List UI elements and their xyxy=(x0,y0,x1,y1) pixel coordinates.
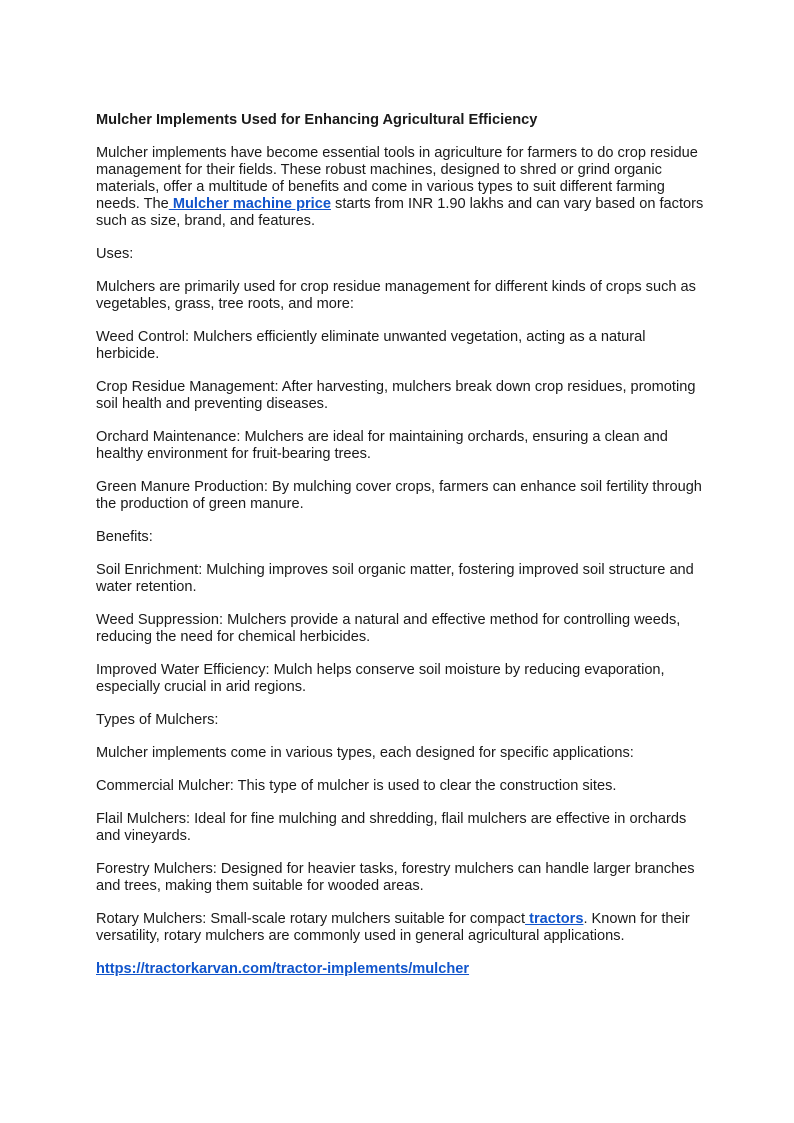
uses-item-weed-control: Weed Control: Mulchers efficiently eliminate unwanted vegetation, acting as a natural herbicide. xyxy=(96,329,646,362)
types-heading: Types of Mulchers: xyxy=(96,712,219,728)
intro-paragraph xyxy=(96,145,706,230)
benefits-item-water: Improved Water Efficiency: Mulch helps conserve soil moisture by reducing evaporation, especially crucial in arid regions. xyxy=(96,662,665,695)
rotary-text-before: Rotary Mulchers: Small-scale rotary mulchers suitable for compact xyxy=(96,911,526,927)
benefits-item-soil: Soil Enrichment: Mulching improves soil organic matter, fostering improved soil structure and water retention. xyxy=(96,562,694,595)
mulcher-url-link[interactable]: https://tractorkarvan.com/tractor-implements/mulcher xyxy=(96,961,470,977)
footer-link-paragraph xyxy=(96,961,706,978)
uses-item-crop-residue: Crop Residue Management: After harvesting, mulchers break down crop residues, promoting soil health and preventing diseases. xyxy=(96,379,696,412)
types-item-rotary xyxy=(96,911,706,945)
document-page xyxy=(96,112,706,994)
tractors-link[interactable]: tractors xyxy=(525,911,584,927)
uses-item-green-manure: Green Manure Production: By mulching cover crops, farmers can enhance soil fertility through the production of green manure. xyxy=(96,479,702,512)
document-title: Mulcher Implements Used for Enhancing Agricultural Efficiency xyxy=(96,112,538,128)
uses-intro: Mulchers are primarily used for crop residue management for different kinds of crops such as vegetables, grass, tree roots, and more: xyxy=(96,279,696,312)
types-item-commercial: Commercial Mulcher: This type of mulcher is used to clear the construction sites. xyxy=(96,778,617,794)
types-intro: Mulcher implements come in various types, each designed for specific applications: xyxy=(96,745,634,761)
uses-item-orchard: Orchard Maintenance: Mulchers are ideal for maintaining orchards, ensuring a clean and healthy environment for fruit-bearing trees. xyxy=(96,429,668,462)
types-item-forestry: Forestry Mulchers: Designed for heavier tasks, forestry mulchers can handle larger branches and trees, making them suitable for wooded areas. xyxy=(96,861,695,894)
types-item-flail: Flail Mulchers: Ideal for fine mulching and shredding, flail mulchers are effective in orchards and vineyards. xyxy=(96,811,687,844)
intro-text-after: starts from INR 1.90 lakhs and can vary based on factors such as size, brand, and features. xyxy=(96,196,704,229)
benefits-heading: Benefits: xyxy=(96,529,153,545)
benefits-item-weed: Weed Suppression: Mulchers provide a natural and effective method for controlling weeds, reducing the need for chemical herbicides. xyxy=(96,612,681,645)
intro-text-before: Mulcher implements have become essential tools in agriculture for farmers to do crop residue management for their fields. These robust machines, designed to shred or grind organic materials, offer a multitude of benefits and come in various types to suit different farming needs. The xyxy=(96,145,698,212)
uses-heading: Uses: xyxy=(96,246,134,262)
rotary-text-after: . Known for their versatility, rotary mulchers are commonly used in general agricultural applications. xyxy=(96,911,690,944)
mulcher-price-link[interactable]: Mulcher machine price xyxy=(168,196,331,212)
